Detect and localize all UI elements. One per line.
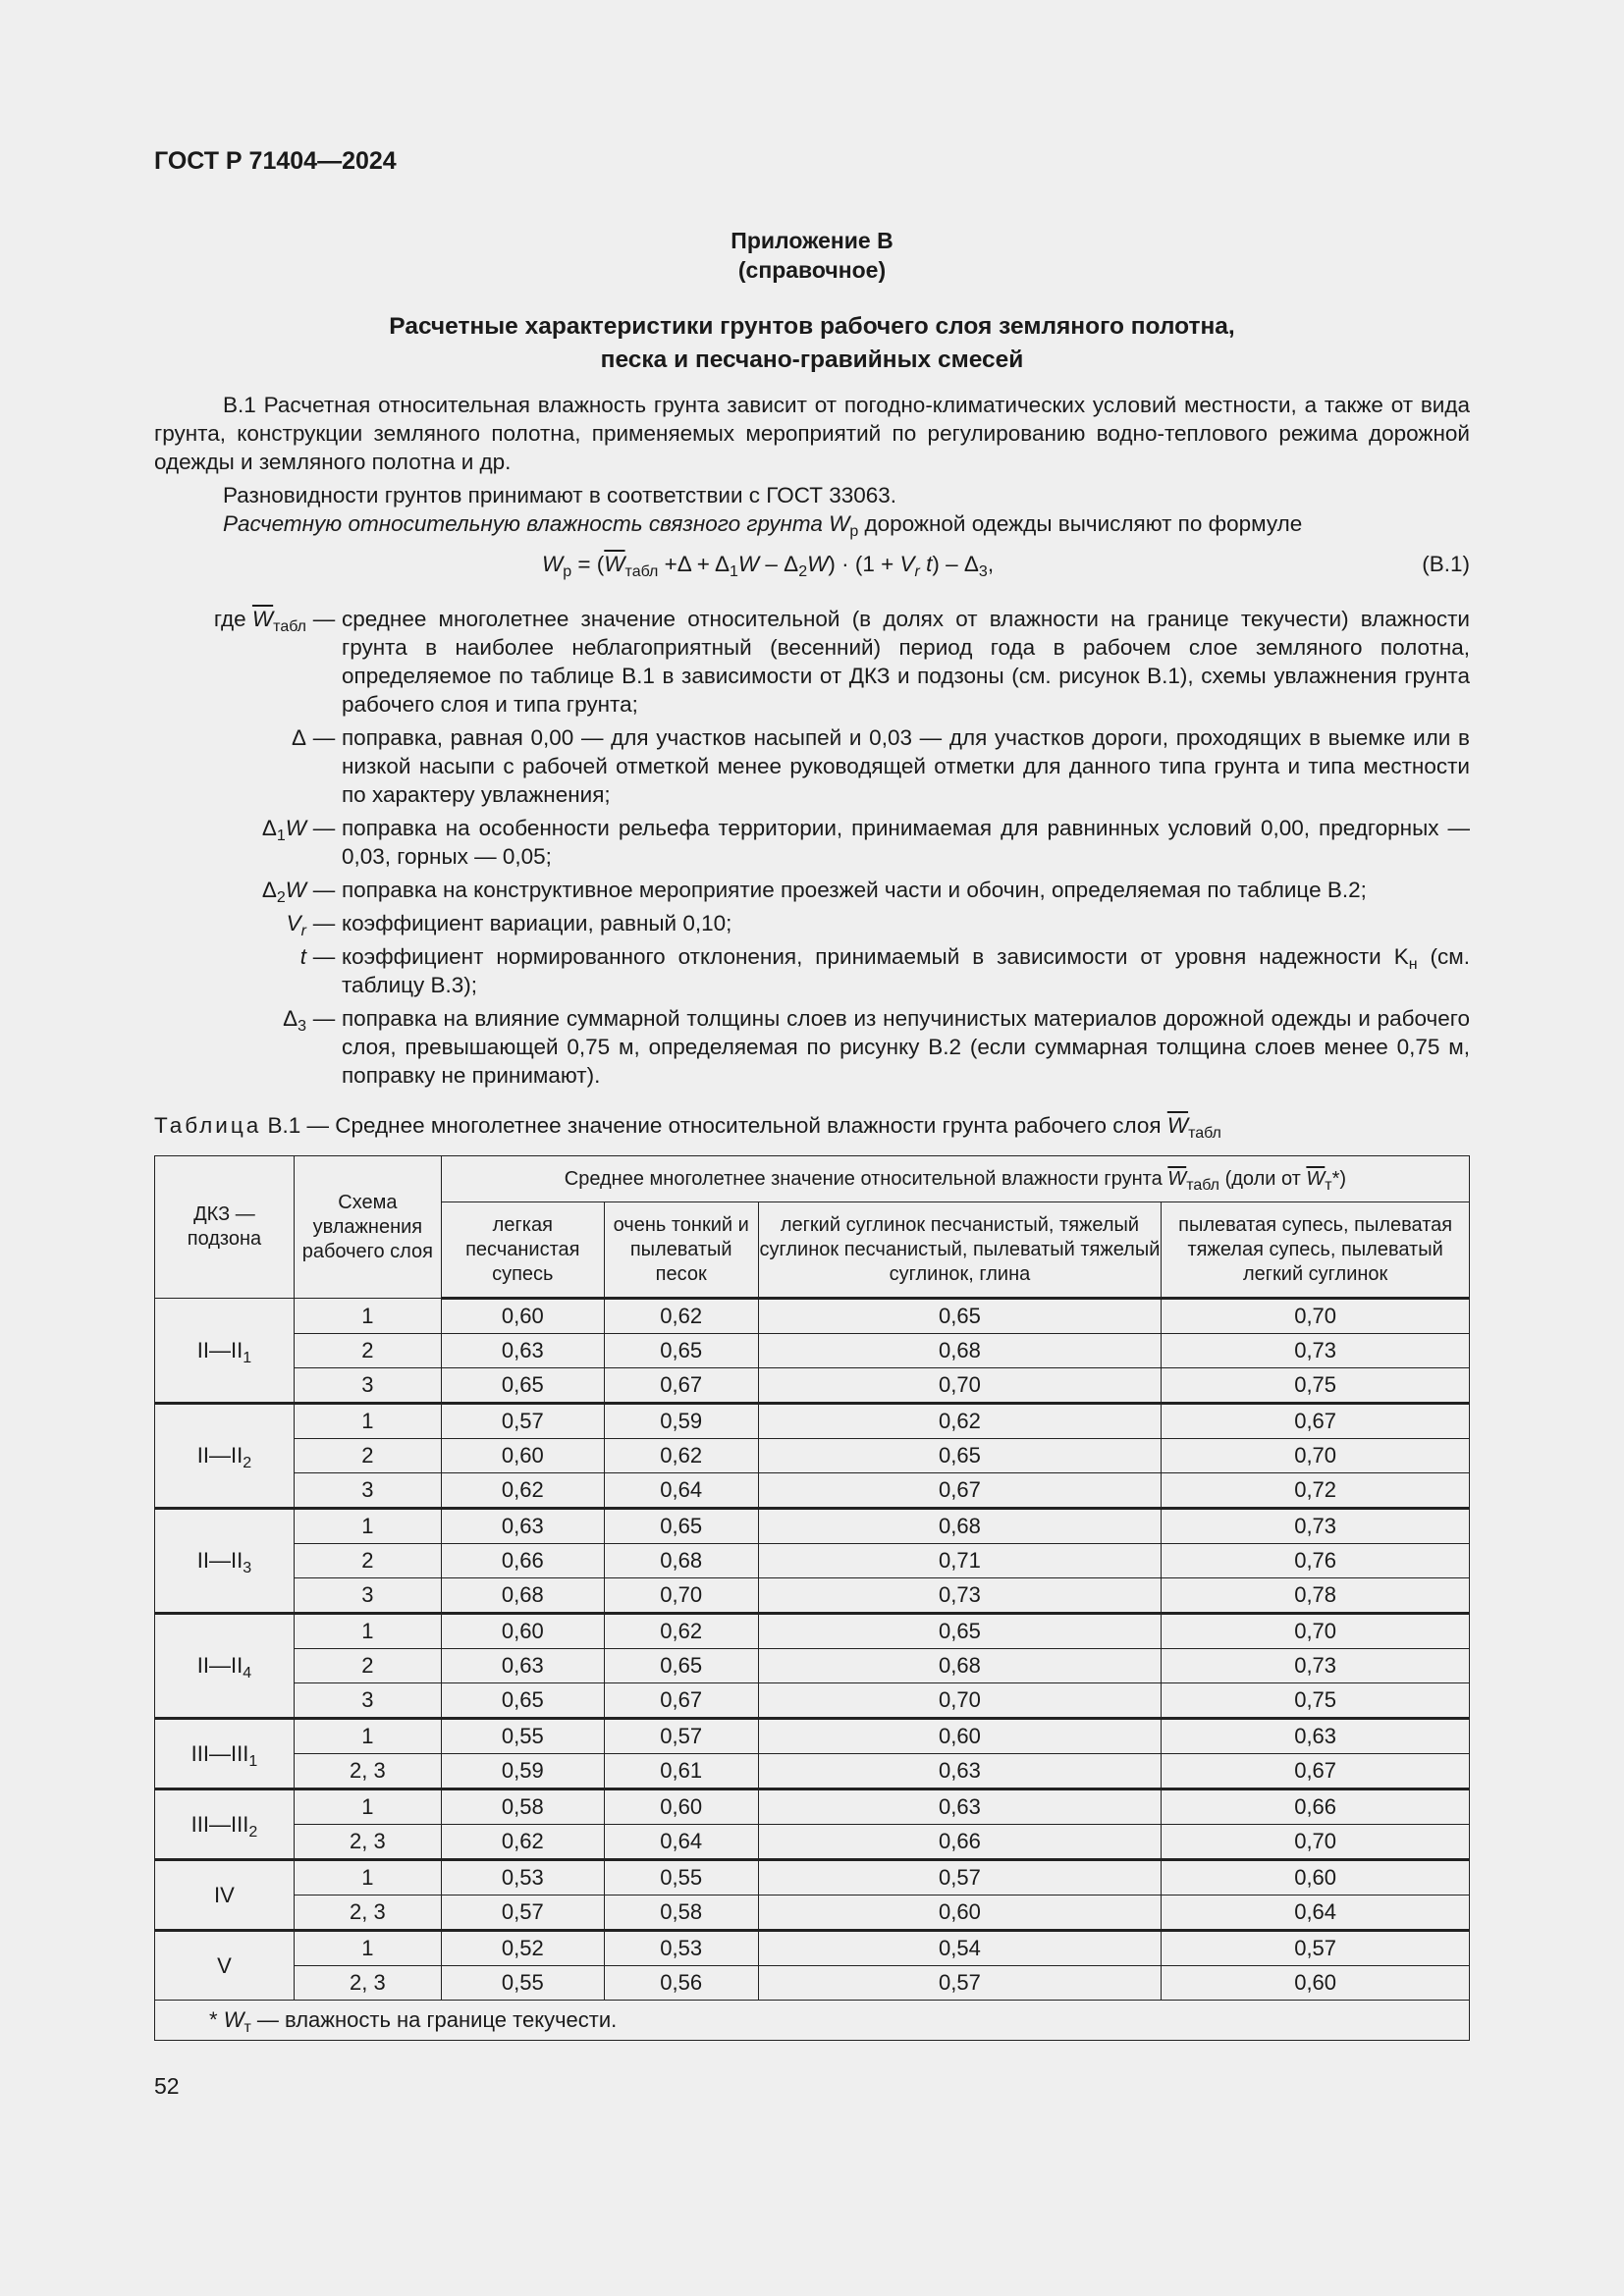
scheme-cell: 1 [294, 1931, 441, 1966]
value-cell: 0,62 [758, 1404, 1162, 1439]
definition-w-tabl: где $\overline{W}_{табл}$ — среднее многолетнее значение относительной (в долях от влажности на границе текучести) влажности грунта в наиболее неблагоприятный (весенний) период года в рабочем слое земляного полотна, определяемое по таблице В.1 в зависимости от ДКЗ и подзоны (см. рисунок В.1), схемы увлажнения грунта рабочего слоя и типа грунта; [213, 607, 1470, 717]
table-row [155, 1719, 1470, 1754]
section-title [154, 310, 1470, 377]
value-cell: 0,60 [758, 1719, 1162, 1754]
value-cell: 0,63 [1162, 1719, 1470, 1754]
table-row [155, 1439, 1470, 1473]
zone-cell: $III—III_1$ [155, 1719, 295, 1789]
value-cell: 0,63 [758, 1754, 1162, 1789]
value-cell: 0,59 [604, 1404, 758, 1439]
value-cell: 0,60 [604, 1789, 758, 1825]
appendix-type: (справочное) [737, 257, 887, 283]
value-cell: 0,59 [441, 1754, 604, 1789]
value-cell: 0,60 [1162, 1966, 1470, 2001]
value-cell: 0,55 [441, 1719, 604, 1754]
definition-delta3: $\Delta_3$ — поправка на влияние суммарной толщины слоев из непучинистых материалов дорожной одежды и рабочего слоя, превышающей 0,75 м, определяемая по рисунку В.2 (если суммарная толщина слоев менее 0,75 м, поправку не принимают). [283, 1006, 1470, 1088]
value-cell: 0,65 [441, 1683, 604, 1719]
definition-vr: $V_r$ — коэффициент вариации, равный 0,10; [286, 911, 732, 939]
table-row [155, 1404, 1470, 1439]
table-row [155, 1754, 1470, 1789]
scheme-cell: 1 [294, 1614, 441, 1649]
formula-b1 [154, 552, 1470, 583]
zone-cell: $II—II_1$ [155, 1299, 295, 1404]
formula-expression: $W_р = (\overline{W}_{табл} +\Delta + \Delta_1W - \Delta_2W) \cdot (1 + V_r$ $t) - \Delta_3$, [542, 552, 995, 580]
value-cell: 0,57 [441, 1404, 604, 1439]
value-cell: 0,68 [758, 1649, 1162, 1683]
header-col-3: легкий суглинок песчанистый, тяжелый суглинок песчанистый, пылеватый тяжелый суглинок, глина [758, 1202, 1162, 1299]
value-cell: 0,67 [1162, 1404, 1470, 1439]
table-row [155, 1789, 1470, 1825]
appendix-label: Приложение В [731, 228, 893, 253]
zone-cell: $II—II_2$ [155, 1404, 295, 1509]
definition-delta1-w: $\Delta_1W$ — поправка на особенности рельефа территории, принимаемая для равнинных условий 0,00, предгорных — 0,03, горных — 0,05; [261, 816, 1470, 869]
table-footnote: * $W_т$ — влажность на границе текучести. [155, 2001, 1470, 2041]
value-cell: 0,64 [1162, 1896, 1470, 1931]
formula-number: (В.1) [1422, 552, 1470, 576]
value-cell: 0,67 [604, 1368, 758, 1404]
header-group: Среднее многолетнее значение относительной влажности грунта $\overline{W}_{табл}$ (доли от $\overline{W}_т*$) [441, 1156, 1469, 1202]
value-cell: 0,62 [441, 1473, 604, 1509]
section-title-line-2: песка и песчано-гравийных смесей [600, 347, 1024, 373]
scheme-cell: 2 [294, 1649, 441, 1683]
value-cell: 0,60 [441, 1439, 604, 1473]
table-row [155, 1473, 1470, 1509]
value-cell: 0,55 [441, 1966, 604, 2001]
value-cell: 0,62 [604, 1299, 758, 1334]
value-cell: 0,57 [604, 1719, 758, 1754]
paragraph-formula-intro: Расчетную относительную влажность связного грунта $W_р$ дорожной одежды вычисляют по формуле [223, 511, 1303, 540]
value-cell: 0,62 [604, 1614, 758, 1649]
header-col-1: легкая песчанистая супесь [441, 1202, 604, 1299]
header-col-4: пылеватая супесь, пылеватая тяжелая супесь, пылеватый легкий суглинок [1162, 1202, 1470, 1299]
value-cell: 0,71 [758, 1544, 1162, 1578]
table-row [155, 1683, 1470, 1719]
table-row [155, 1578, 1470, 1614]
value-cell: 0,73 [1162, 1509, 1470, 1544]
value-cell: 0,63 [441, 1649, 604, 1683]
value-cell: 0,70 [1162, 1614, 1470, 1649]
value-cell: 0,65 [604, 1649, 758, 1683]
definition-delta: Δ — поправка, равная 0,00 — для участков насыпей и 0,03 — для участков дороги, проходящих в выемке или в низкой насыпи с рабочей отметкой менее руководящей отметки для данного типа грунта и типа местности по характеру увлажнения; [291, 725, 1470, 807]
value-cell: 0,53 [604, 1931, 758, 1966]
value-cell: 0,54 [758, 1931, 1162, 1966]
table-body [155, 1299, 1470, 2001]
scheme-cell: 2, 3 [294, 1754, 441, 1789]
value-cell: 0,75 [1162, 1368, 1470, 1404]
table-row [155, 1966, 1470, 2001]
value-cell: 0,66 [441, 1544, 604, 1578]
value-cell: 0,68 [758, 1334, 1162, 1368]
value-cell: 0,60 [758, 1896, 1162, 1931]
value-cell: 0,57 [758, 1860, 1162, 1896]
value-cell: 0,70 [1162, 1299, 1470, 1334]
table-row [155, 1649, 1470, 1683]
table-caption: Таблица В.1 — Среднее многолетнее значение относительной влажности грунта рабочего слоя $\overline{W}_{табл}$ [154, 1113, 1221, 1142]
scheme-cell: 2 [294, 1544, 441, 1578]
table-row [155, 1544, 1470, 1578]
value-cell: 0,60 [441, 1614, 604, 1649]
section-title-line-1: Расчетные характеристики грунтов рабочего слоя земляного полотна, [389, 313, 1235, 340]
value-cell: 0,56 [604, 1966, 758, 2001]
value-cell: 0,65 [441, 1368, 604, 1404]
table-row [155, 1825, 1470, 1860]
value-cell: 0,70 [758, 1683, 1162, 1719]
value-cell: 0,70 [1162, 1439, 1470, 1473]
zone-cell: V [155, 1931, 295, 2001]
table-row [155, 1299, 1470, 1334]
value-cell: 0,73 [758, 1578, 1162, 1614]
scheme-cell: 2, 3 [294, 1825, 441, 1860]
value-cell: 0,67 [1162, 1754, 1470, 1789]
scheme-cell: 3 [294, 1578, 441, 1614]
scheme-cell: 2, 3 [294, 1896, 441, 1931]
scheme-cell: 3 [294, 1683, 441, 1719]
scheme-cell: 2 [294, 1439, 441, 1473]
paragraph-b1: В.1 Расчетная относительная влажность грунта зависит от погодно-климатических условий местности, а также от вида грунта, конструкции земляного полотна, применяемых мероприятий по регулированию водно-теплового режима дорожной одежды и земляного полотна и др. [154, 393, 1470, 474]
scheme-cell: 2 [294, 1334, 441, 1368]
value-cell: 0,68 [758, 1509, 1162, 1544]
value-cell: 0,66 [1162, 1789, 1470, 1825]
value-cell: 0,53 [441, 1860, 604, 1896]
value-cell: 0,78 [1162, 1578, 1470, 1614]
value-cell: 0,65 [758, 1614, 1162, 1649]
table-row [155, 1614, 1470, 1649]
value-cell: 0,57 [441, 1896, 604, 1931]
table-row [155, 1860, 1470, 1896]
value-cell: 0,65 [604, 1334, 758, 1368]
value-cell: 0,63 [441, 1334, 604, 1368]
page-number: 52 [154, 2073, 180, 2099]
paragraph-soil-types: Разновидности грунтов принимают в соответствии с ГОСТ 33063. [223, 483, 897, 507]
scheme-cell: 2, 3 [294, 1966, 441, 2001]
scheme-cell: 1 [294, 1404, 441, 1439]
header-col-2: очень тонкий и пылеватый песок [604, 1202, 758, 1299]
value-cell: 0,58 [604, 1896, 758, 1931]
value-cell: 0,72 [1162, 1473, 1470, 1509]
value-cell: 0,73 [1162, 1334, 1470, 1368]
value-cell: 0,58 [441, 1789, 604, 1825]
value-cell: 0,70 [604, 1578, 758, 1614]
table-row [155, 1896, 1470, 1931]
value-cell: 0,68 [441, 1578, 604, 1614]
zone-cell: IV [155, 1860, 295, 1931]
value-cell: 0,62 [604, 1439, 758, 1473]
value-cell: 0,70 [758, 1368, 1162, 1404]
scheme-cell: 1 [294, 1860, 441, 1896]
definition-t: t — коэффициент нормированного отклонения, принимаемый в зависимости от уровня надежности $K_н$ (см. таблицу В.3); [299, 944, 1470, 997]
value-cell: 0,63 [758, 1789, 1162, 1825]
value-cell: 0,65 [758, 1439, 1162, 1473]
scheme-cell: 1 [294, 1299, 441, 1334]
value-cell: 0,68 [604, 1544, 758, 1578]
value-cell: 0,67 [758, 1473, 1162, 1509]
value-cell: 0,57 [1162, 1931, 1470, 1966]
header-zone: ДКЗ — подзона [155, 1156, 295, 1299]
value-cell: 0,67 [604, 1683, 758, 1719]
definition-delta2-w: $\Delta_2W$ — поправка на конструктивное мероприятие проезжей части и обочин, определяемая по таблице В.2; [261, 878, 1367, 906]
document-code: ГОСТ Р 71404—2024 [154, 147, 397, 175]
value-cell: 0,61 [604, 1754, 758, 1789]
table-row [155, 1334, 1470, 1368]
value-cell: 0,70 [1162, 1825, 1470, 1860]
value-cell: 0,66 [758, 1825, 1162, 1860]
value-cell: 0,73 [1162, 1649, 1470, 1683]
value-cell: 0,63 [441, 1509, 604, 1544]
value-cell: 0,57 [758, 1966, 1162, 2001]
value-cell: 0,65 [604, 1509, 758, 1544]
value-cell: 0,60 [1162, 1860, 1470, 1896]
table-row [155, 1368, 1470, 1404]
scheme-cell: 3 [294, 1368, 441, 1404]
table-row [155, 1509, 1470, 1544]
value-cell: 0,75 [1162, 1683, 1470, 1719]
scheme-cell: 1 [294, 1509, 441, 1544]
header-scheme: Схема увлажнения рабочего слоя [294, 1156, 441, 1299]
appendix-heading [154, 226, 1470, 285]
zone-cell: $II—II_3$ [155, 1509, 295, 1614]
scheme-cell: 3 [294, 1473, 441, 1509]
scheme-cell: 1 [294, 1719, 441, 1754]
value-cell: 0,55 [604, 1860, 758, 1896]
zone-cell: $II—II_4$ [155, 1614, 295, 1719]
value-cell: 0,65 [758, 1299, 1162, 1334]
value-cell: 0,76 [1162, 1544, 1470, 1578]
definitions-list [154, 605, 1470, 1095]
value-cell: 0,62 [441, 1825, 604, 1860]
scheme-cell: 1 [294, 1789, 441, 1825]
value-cell: 0,64 [604, 1473, 758, 1509]
moisture-table [154, 1155, 1470, 2041]
zone-cell: $III—III_2$ [155, 1789, 295, 1860]
value-cell: 0,64 [604, 1825, 758, 1860]
value-cell: 0,60 [441, 1299, 604, 1334]
value-cell: 0,52 [441, 1931, 604, 1966]
table-row [155, 1931, 1470, 1966]
